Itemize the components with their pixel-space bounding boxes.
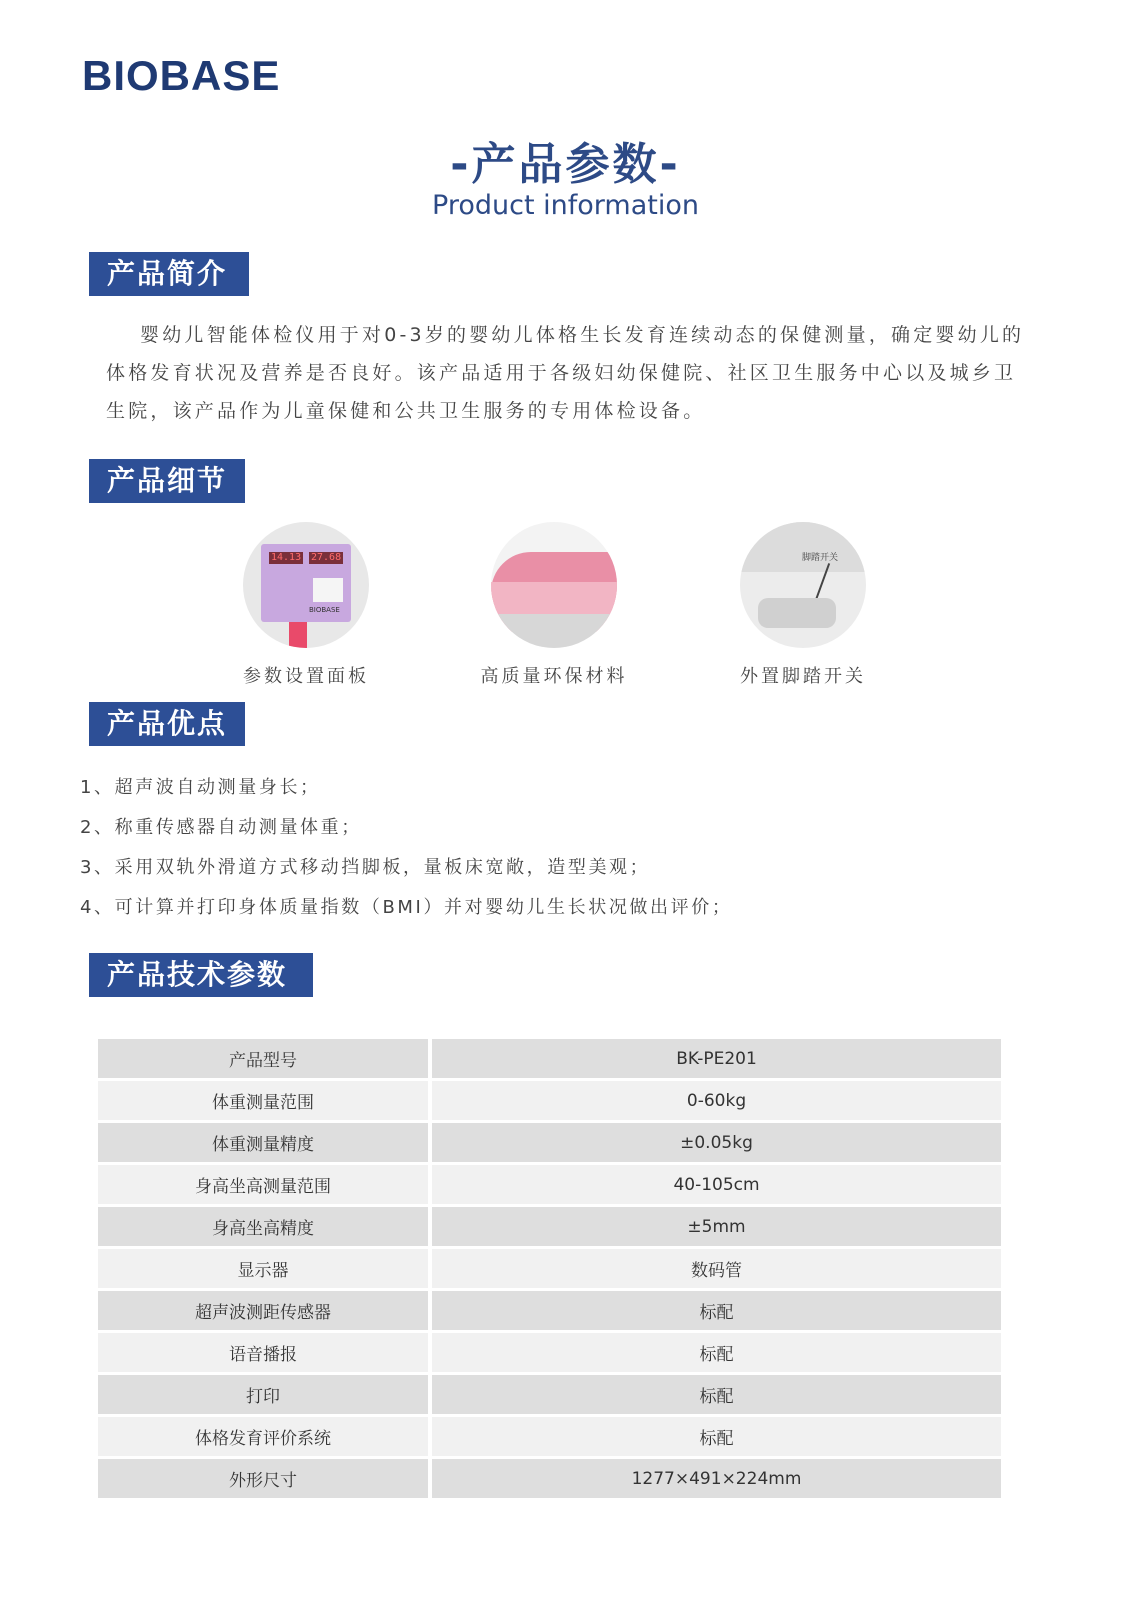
spec-table xyxy=(98,1036,1001,1501)
spec-key: 显示器 xyxy=(98,1249,432,1288)
list-item: 2、称重传感器自动测量体重； xyxy=(80,817,362,838)
table-row xyxy=(98,1333,1001,1372)
table-row xyxy=(98,1291,1001,1330)
section-heading-intro: 产品简介 xyxy=(89,252,249,296)
section-heading-details: 产品细节 xyxy=(89,459,245,503)
spec-value: 标配 xyxy=(432,1333,1001,1372)
panel-photo xyxy=(243,522,369,648)
list-item: 1、超声波自动测量身长； xyxy=(80,777,321,798)
panel-brand: BIOBASE xyxy=(309,606,340,614)
panel-stand xyxy=(289,622,307,648)
spec-value: 40-105cm xyxy=(432,1165,1001,1204)
control-panel xyxy=(261,544,351,622)
table-row xyxy=(98,1081,1001,1120)
table-row xyxy=(98,1417,1001,1456)
spec-key: 产品型号 xyxy=(98,1039,432,1078)
spec-key: 身高坐高精度 xyxy=(98,1207,432,1246)
spec-value: 1277×491×224mm xyxy=(432,1459,1001,1498)
spec-key: 体重测量范围 xyxy=(98,1081,432,1120)
detail-caption: 高质量环保材料 xyxy=(480,666,628,687)
bed-base xyxy=(491,614,617,648)
material-photo xyxy=(491,522,617,648)
spec-value: 标配 xyxy=(432,1417,1001,1456)
page-title: -产品参数- xyxy=(450,139,681,190)
printer-slot xyxy=(313,578,343,602)
spec-key: 体格发育评价系统 xyxy=(98,1417,432,1456)
spec-key: 体重测量精度 xyxy=(98,1123,432,1162)
display-right: 27.68 xyxy=(311,552,342,563)
foot-pedal xyxy=(758,598,836,628)
spec-key: 外形尺寸 xyxy=(98,1459,432,1498)
detail-item-panel xyxy=(191,522,421,688)
pedal-photo xyxy=(740,522,866,648)
spec-value: 数码管 xyxy=(432,1249,1001,1288)
table-row xyxy=(98,1039,1001,1078)
section-heading-specs: 产品技术参数 xyxy=(89,953,313,997)
spec-key: 语音播报 xyxy=(98,1333,432,1372)
spec-value: ±0.05kg xyxy=(432,1123,1001,1162)
spec-value: BK-PE201 xyxy=(432,1039,1001,1078)
device-housing xyxy=(740,522,866,572)
pedal-label: 脚踏开关 xyxy=(802,553,839,563)
spec-value: 0-60kg xyxy=(432,1081,1001,1120)
list-item: 4、可计算并打印身体质量指数（BMI）并对婴幼儿生长状况做出评价； xyxy=(80,897,733,918)
spec-value: 标配 xyxy=(432,1291,1001,1330)
detail-item-pedal xyxy=(688,522,918,688)
spec-key: 打印 xyxy=(98,1375,432,1414)
spec-key: 身高坐高测量范围 xyxy=(98,1165,432,1204)
spec-value: ±5mm xyxy=(432,1207,1001,1246)
table-row xyxy=(98,1123,1001,1162)
table-row xyxy=(98,1207,1001,1246)
detail-caption: 参数设置面板 xyxy=(243,666,369,687)
spec-key: 超声波测距传感器 xyxy=(98,1291,432,1330)
spec-value: 标配 xyxy=(432,1375,1001,1414)
table-row xyxy=(98,1375,1001,1414)
detail-item-material xyxy=(439,522,669,688)
table-row xyxy=(98,1459,1001,1498)
detail-caption: 外置脚踏开关 xyxy=(740,666,866,687)
table-row xyxy=(98,1249,1001,1288)
section-heading-advantages: 产品优点 xyxy=(89,702,245,746)
brand-logo: BIOBASE xyxy=(82,52,281,99)
list-item: 3、采用双轨外滑道方式移动挡脚板，量板床宽敞，造型美观； xyxy=(80,857,651,878)
table-row xyxy=(98,1165,1001,1204)
display-left: 14.13 xyxy=(271,552,302,563)
intro-text: 婴幼儿智能体检仪用于对0-3岁的婴幼儿体格生长发育连续动态的保健测量，确定婴幼儿的体格发育状况及营养是否良好。该产品适用于各级妇幼保健院、社区卫生服务中心以及城乡卫生院，该产品作为儿童保健和公共卫生服务的专用体检设备。 xyxy=(106,324,1025,422)
advantages-list xyxy=(80,774,732,934)
page-subtitle: Product information xyxy=(432,190,699,221)
